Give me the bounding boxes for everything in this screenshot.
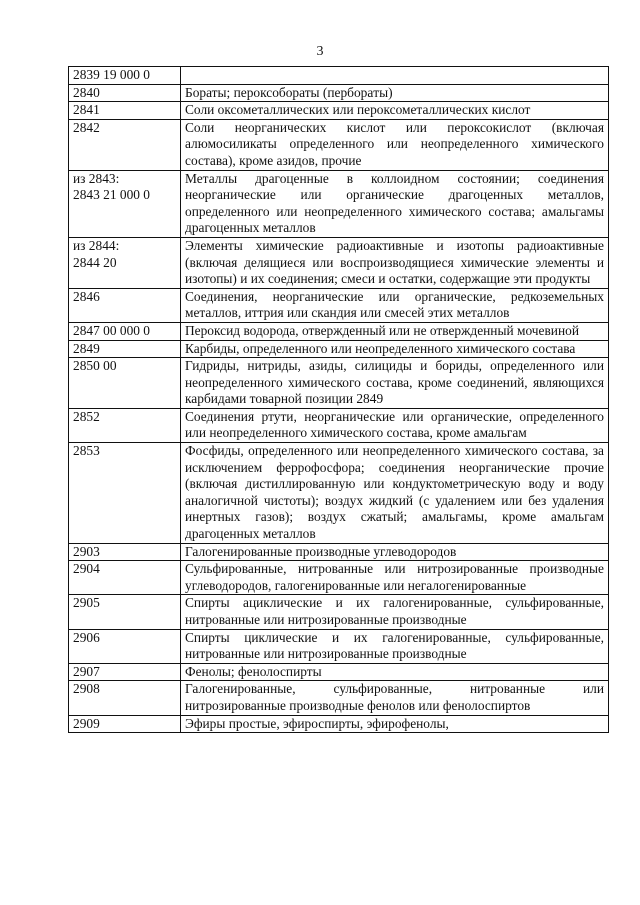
description-cell: Гидриды, нитриды, азиды, силициды и бориды, определенного или неопределенного химического состава, кроме соединений, являющихся карбидами товарной позиции 2849 — [181, 358, 609, 409]
code-text: 2908 — [73, 681, 100, 697]
code-cell — [69, 408, 181, 442]
code-cell — [69, 170, 181, 237]
code-cell — [69, 67, 181, 85]
description-cell: Пероксид водорода, отвержденный или не отвержденный мочевиной — [181, 322, 609, 340]
table-row — [69, 595, 609, 629]
table-row — [69, 358, 609, 409]
page-number: 3 — [316, 44, 324, 59]
code-cell — [69, 119, 181, 170]
code-text: 2847 00 000 0 — [73, 322, 150, 338]
code-cell — [69, 84, 181, 102]
table-row — [69, 84, 609, 102]
description-cell: Соли оксометаллических или пероксометаллических кислот — [181, 102, 609, 120]
table-row — [69, 715, 609, 733]
code-text: 2853 — [73, 443, 100, 459]
description-cell: Спирты циклические и их галогенированные, сульфированные, нитрованные или нитрозированные производные — [181, 629, 609, 663]
code-text: 2839 19 000 0 — [73, 67, 150, 82]
code-text: 2906 — [73, 629, 100, 645]
code-cell — [69, 237, 181, 288]
description-cell: Фосфиды, определенного или неопределенного химического состава, за исключением феррофосфора; соединения неорганические прочие (включая дистиллированную или кондуктометрическую воду и воду аналогичной чистоты); воздух жидкий (с удалением или без удаления инертных газов); воздух сжатый; амальгамы, кроме амальгам драгоценных металлов — [181, 443, 609, 544]
table-row — [69, 629, 609, 663]
table-row — [69, 322, 609, 340]
code-text: 2842 — [73, 119, 100, 135]
table-row — [69, 237, 609, 288]
code-cell — [69, 358, 181, 409]
code-cell — [69, 543, 181, 561]
description-cell: Галогенированные производные углеводородов — [181, 543, 609, 561]
description-cell: Эфиры простые, эфироспирты, эфирофенолы, — [181, 715, 609, 733]
table-row — [69, 543, 609, 561]
code-text: 2840 — [73, 84, 100, 100]
code-cell — [69, 340, 181, 358]
code-text: 2904 — [73, 561, 100, 577]
table-row — [69, 170, 609, 237]
table-row — [69, 681, 609, 715]
description-cell: Металлы драгоценные в коллоидном состоянии; соединения неорганические или органические драгоценных металлов, определенного или неопределенного химического состава; амальгамы драгоценных металлов — [181, 170, 609, 237]
description-cell: Соли неорганических кислот или пероксокислот (включая алюмосиликаты определенного или неопределенного химического состава), кроме азидов, прочие — [181, 119, 609, 170]
table-row — [69, 67, 609, 85]
table-row — [69, 443, 609, 544]
description-cell: Карбиды, определенного или неопределенного химического состава — [181, 340, 609, 358]
code-text: из 2844: — [73, 237, 120, 253]
description-cell: Элементы химические радиоактивные и изотопы радиоактивные (включая делящиеся или воспроизводящиеся химические элементы и изотопы) и их соединения; смеси и остатки, содержащие эти продукты — [181, 237, 609, 288]
description-cell: Фенолы; фенолоспирты — [181, 663, 609, 681]
code-text: 2907 — [73, 663, 100, 679]
table-row — [69, 408, 609, 442]
code-cell — [69, 322, 181, 340]
table-row — [69, 288, 609, 322]
code-cell — [69, 102, 181, 120]
code-cell — [69, 443, 181, 544]
code-text: 2844 20 — [73, 254, 117, 270]
table-row — [69, 663, 609, 681]
description-cell: Соединения, неорганические или органические, редкоземельных металлов, иттрия или скандия или смесей этих металлов — [181, 288, 609, 322]
description-cell: Соединения ртути, неорганические или органические, определенного или неопределенного химического состава, кроме амальгам — [181, 408, 609, 442]
table-body — [69, 67, 609, 733]
description-cell — [181, 67, 609, 85]
code-text: 2850 00 — [73, 358, 117, 374]
code-cell — [69, 288, 181, 322]
code-text: 2843 21 000 0 — [73, 187, 150, 203]
code-cell — [69, 595, 181, 629]
code-text: 2852 — [73, 408, 100, 424]
description-cell: Сульфированные, нитрованные или нитрозированные производные углеводородов, галогенированные или негалогенированные — [181, 561, 609, 595]
code-text: 2846 — [73, 288, 100, 304]
code-text: из 2843: — [73, 170, 120, 186]
code-cell — [69, 663, 181, 681]
code-cell — [69, 715, 181, 733]
table-row — [69, 561, 609, 595]
code-cell — [69, 629, 181, 663]
description-cell: Галогенированные, сульфированные, нитрованные или нитрозированные производные фенолов или фенолоспиртов — [181, 681, 609, 715]
description-cell: Спирты ациклические и их галогенированные, сульфированные, нитрованные или нитрозированные производные — [181, 595, 609, 629]
table-row — [69, 340, 609, 358]
description-cell: Бораты; пероксобораты (перборaты) — [181, 84, 609, 102]
code-text: 2903 — [73, 543, 100, 559]
table-row — [69, 119, 609, 170]
table-row — [69, 102, 609, 120]
code-text: 2905 — [73, 595, 100, 611]
code-cell — [69, 561, 181, 595]
code-text: 2841 — [73, 102, 100, 118]
code-text: 2849 — [73, 340, 100, 356]
code-text: 2909 — [73, 715, 100, 731]
code-cell — [69, 681, 181, 715]
tariff-code-table — [68, 66, 609, 733]
